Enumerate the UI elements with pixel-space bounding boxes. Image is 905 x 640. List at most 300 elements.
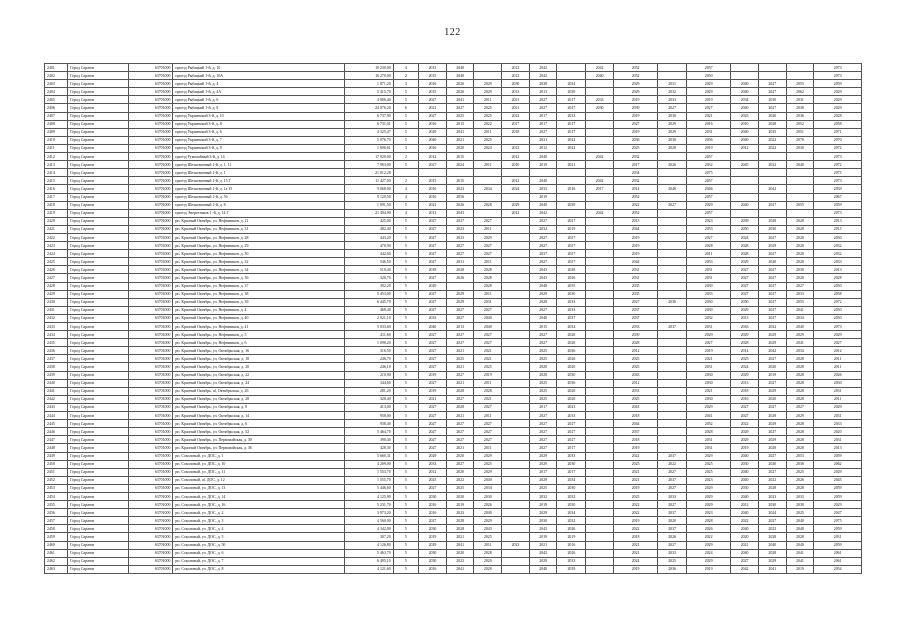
table-cell: 2 021,10 [344,314,393,322]
table-cell [586,420,614,428]
table-cell: 2034 [557,476,586,484]
table-cell: 2029 [758,331,786,339]
table-cell: 2027 [446,436,474,444]
table-cell: 2027 [731,290,759,298]
table-cell: 2027 [613,120,657,128]
table-cell: 2016 [419,565,447,573]
table-row [45,177,862,185]
table-cell: 2016 [557,185,586,193]
table-cell: 2039 [814,185,862,193]
table-cell: 2053 [687,225,731,233]
table-cell: Город Саратов [68,436,129,444]
table-cell: рп. Красный Октябрь, ул. Нефтяников, д. 6 [173,339,345,347]
table-cell: 2025 [613,144,657,152]
table-cell: 2036 [658,565,687,573]
table-cell: 2022 [557,144,586,152]
table-cell: 2430 [45,298,68,306]
table-cell: 2030 [474,492,502,500]
table-cell: 2460 [45,541,68,549]
table-cell: проезд Шелковичный 1-й, д. 1 [173,169,345,177]
table-cell [586,557,614,565]
table-cell [502,509,530,517]
table-cell: 2047 [814,509,862,517]
table-cell: 2017 [613,161,657,169]
table-cell: 2011 [474,412,502,420]
table-cell: 2037 [658,323,687,331]
table-cell: 2035 [613,290,657,298]
table-cell: 2029 [814,468,862,476]
table-cell: 63701000 [129,460,173,468]
table-cell: 2067 [814,193,862,201]
table-cell: 2029 [786,331,814,339]
table-cell: 2029 [814,331,862,339]
table-cell: 2027 [658,541,687,549]
table-cell: 2023 [502,541,530,549]
table-cell [502,347,530,355]
table-cell: рп. Соколовый, ул. ДОС, д. 8 [173,565,345,573]
table-cell [586,347,614,355]
table-cell: 2028 [786,355,814,363]
table-cell: 63701000 [129,128,173,136]
table-cell: 2040 [529,314,557,322]
table-cell [446,169,474,177]
table-cell: 63701000 [129,177,173,185]
table-cell: 411,60 [344,331,393,339]
table-cell: 2041 [446,128,474,136]
table-cell: 2028 [687,242,731,250]
table-cell [586,242,614,250]
table-cell: 2021 [446,347,474,355]
table-cell: 2036 [557,379,586,387]
table-cell: 2435 [45,339,68,347]
table-cell: 5 [393,363,418,371]
table-cell: 2027 [419,112,447,120]
table-cell [786,72,814,80]
table-cell: Город Саратов [68,64,129,72]
table-cell: 2027 [758,517,786,525]
table-cell [658,250,687,258]
table-cell: Город Саратов [68,460,129,468]
table-cell: 2021 [419,395,447,403]
table-cell [586,484,614,492]
table-cell: 2028 [687,428,731,436]
table-cell: 2447 [45,436,68,444]
table-cell: Город Саратов [68,120,129,128]
table-row [45,525,862,533]
table-cell: 2020 [758,460,786,468]
table-cell: 2027 [786,403,814,411]
table-cell: 2017 [557,444,586,452]
table-cell [586,403,614,411]
table-cell: 246,10 [344,363,393,371]
table-cell: 2415 [45,177,68,185]
table-cell: 2027 [529,436,557,444]
table-cell: 2427 [45,274,68,282]
table-cell: рп. Соколовый, ул. ДОС, д. 2 [173,509,345,517]
table-cell: 2075 [687,169,731,177]
table-cell: 2022 [474,120,502,128]
table-cell: 2030 [687,395,731,403]
table-cell [786,209,814,217]
table-cell: 2051 [786,128,814,136]
table-cell: 2025 [419,476,447,484]
table-cell: 2031 [687,444,731,452]
table-cell: 2048 [529,282,557,290]
table-cell: 2015 [419,88,447,96]
table-cell: 2031 [687,363,731,371]
table-cell: 2026 [446,201,474,209]
table-cell: 2027 [419,274,447,282]
table-cell: 2027 [529,331,557,339]
table-cell: рп. Красный Октябрь, ул. Нефтяников, д. 40 [173,314,345,322]
table-cell: 2059 [814,80,862,88]
table-cell: 2053 [687,258,731,266]
table-cell: 2020 [474,557,502,565]
table-row [45,371,862,379]
table-cell: 3 973,20 [344,509,393,517]
table-cell [502,501,530,509]
table-cell: 2017 [529,112,557,120]
table-cell [502,314,530,322]
table-cell: 63701000 [129,217,173,225]
table-cell: 2040 [731,452,759,460]
table-cell: 2027 [758,298,786,306]
table-cell: 5 [393,525,418,533]
table-cell: 2012 [419,153,447,161]
table-cell: 2028 [446,403,474,411]
table-cell: 246,70 [344,355,393,363]
table-cell [658,363,687,371]
table-cell: 2028 [557,331,586,339]
table-cell: 2019 [474,371,502,379]
table-cell: 5 [393,242,418,250]
table-cell: 2021 [687,355,731,363]
table-cell: 2029 [474,468,502,476]
table-cell: 2030 [658,136,687,144]
table-cell: 2027 [731,412,759,420]
table-cell [502,412,530,420]
table-cell: 2020 [758,363,786,371]
table-cell: 2041 [758,565,786,573]
table-cell: 2040 [474,314,502,322]
table-cell: 17 920,00 [344,153,393,161]
table-cell: 2027 [446,339,474,347]
table-cell: 5 [393,452,418,460]
table-cell: 2027 [758,428,786,436]
table-cell [474,209,502,217]
table-cell: 2029 [502,201,530,209]
table-cell: 2029 [758,339,786,347]
table-cell: 2017 [557,128,586,136]
table-cell: 2019 [613,112,657,120]
table-cell: 5 [393,233,418,241]
table-cell: 2028 [786,274,814,282]
table-cell: 63701000 [129,557,173,565]
table-cell: 2029 [613,80,657,88]
table-cell: 24 076,20 [344,104,393,112]
table-cell: рп. Красный Октябрь, ул. Октябрьская, д. 22 [173,371,345,379]
table-cell: 2029 [658,120,687,128]
table-cell: 442,60 [344,250,393,258]
table-cell: 328,40 [344,395,393,403]
table-cell: 2027 [529,420,557,428]
table-cell: 392,20 [344,282,393,290]
table-cell: 2409 [45,128,68,136]
table-cell: 2028 [786,379,814,387]
table-cell: 63701000 [129,144,173,152]
table-cell: 2040 [786,161,814,169]
table-row [45,64,862,72]
table-cell: 2028 [758,549,786,557]
table-cell: 9 120,50 [344,193,393,201]
table-cell: 2022 [758,476,786,484]
table-row [45,363,862,371]
table-cell: 2026 [474,501,502,509]
table-cell: 2025 [474,104,502,112]
table-cell: 2021 [613,541,657,549]
table-cell: 2019 [419,533,447,541]
table-cell [786,185,814,193]
table-cell: 2010 [731,120,759,128]
table-cell [502,395,530,403]
table-cell: 2013 [731,379,759,387]
table-cell: 2029 [529,290,557,298]
table-cell: 2027 [658,501,687,509]
table-cell: 63701000 [129,428,173,436]
table-cell: 2029 [529,452,557,460]
table-cell: 2039 [557,88,586,96]
table-cell [502,298,530,306]
table-cell: 2022 [758,136,786,144]
table-cell: 63701000 [129,306,173,314]
table-cell: 2032 [613,153,657,161]
table-cell: 2032 [613,177,657,185]
table-cell: 2021 [446,363,474,371]
table-cell: 2040 [419,323,447,331]
table-cell: 2027 [419,428,447,436]
table-cell [586,217,614,225]
table-cell: 2027 [658,468,687,476]
table-cell: 2029 [758,557,786,565]
table-cell: 2017 [529,468,557,476]
table-cell: 2028 [758,120,786,128]
table-cell [586,395,614,403]
table-cell: 2026 [658,161,687,169]
table-cell: 2448 [45,444,68,452]
table-row [45,452,862,460]
table-row [45,509,862,517]
table-cell: 2028 [557,339,586,347]
table-cell: 2029 [419,128,447,136]
table-cell: 5 [393,379,418,387]
table-cell: 2022 [613,452,657,460]
table-cell: 2457 [45,517,68,525]
table-cell [658,177,687,185]
table-row [45,290,862,298]
table-cell: 2449 [45,452,68,460]
table-cell: 510,40 [344,266,393,274]
table-cell: 63701000 [129,331,173,339]
table-cell: 5 [393,468,418,476]
table-cell: 63701000 [129,88,173,96]
table-cell: 5 [393,476,418,484]
table-cell: 2043 [446,209,474,217]
table-cell: 2025 [446,355,474,363]
table-cell: 2016 [419,185,447,193]
table-cell: 2011 [687,250,731,258]
table-cell: 5 660,31 [344,452,393,460]
table-cell: 2030 [557,290,586,298]
table-cell: 413,00 [344,403,393,411]
table-cell: рп. Красный Октябрь, ул. Нефтяников, д. 21 [173,217,345,225]
table-cell: 2027 [687,233,731,241]
table-cell: 2428 [45,282,68,290]
table-cell: 2403 [45,80,68,88]
table-cell: 5 [393,201,418,209]
table-cell: 2452 [45,476,68,484]
table-cell: 2027 [758,468,786,476]
table-cell: 2029 [419,452,447,460]
table-cell: 2024 [446,161,474,169]
table-cell: Город Саратов [68,468,129,476]
table-cell: 2026 [446,274,474,282]
table-row [45,96,862,104]
table-cell: 2023 [687,509,731,517]
table-cell: 468,40 [344,306,393,314]
table-cell [586,371,614,379]
table-cell: 2040 [731,468,759,476]
table-cell: 2028 [786,533,814,541]
table-cell: рп. Красный Октябрь, ул. Октябрьская, д. 18 [173,355,345,363]
table-cell: 63701000 [129,501,173,509]
table-cell: Город Саратов [68,112,129,120]
table-cell [586,258,614,266]
table-cell: 2027 [731,266,759,274]
table-cell: 2034 [557,80,586,88]
table-cell: рп. Красный Октябрь, ул. Октябрьская, д. 28 [173,395,345,403]
table-cell: 2011 [814,355,862,363]
table-cell [586,476,614,484]
table-cell: 2027 [529,258,557,266]
table-cell: Город Саратов [68,153,129,161]
table-row [45,420,862,428]
table-cell: 2055 [786,298,814,306]
table-cell: 2030 [419,492,447,500]
table-cell: 2024 [758,509,786,517]
table-cell: 2028 [474,274,502,282]
table-cell: 2025 [446,484,474,492]
table-cell: Город Саратов [68,290,129,298]
table-cell [658,258,687,266]
table-cell: 2054 [814,565,862,573]
table-cell: 2417 [45,193,68,201]
table-cell: рп. Соколовый, ул. ДОС, д. 10 [173,460,345,468]
table-cell: рп. Соколовый, ul. ДОС, д. 12 [173,476,345,484]
table-cell: 2028 [731,339,759,347]
table-cell: 2025 [613,363,657,371]
table-cell: 2040 [758,541,786,549]
table-cell: 2032 [687,314,731,322]
table-cell: 2057 [687,153,731,161]
table-cell: 2029 [731,371,759,379]
table-cell: 2028 [786,420,814,428]
table-cell: 63701000 [129,104,173,112]
table-cell: 2062 [786,88,814,96]
table-cell: 2025 [474,363,502,371]
table-cell: 2013 [814,217,862,225]
table-cell: 2027 [731,403,759,411]
table-cell [586,201,614,209]
table-cell: 2010 [502,161,530,169]
table-cell: 2020 [446,144,474,152]
table-cell: 2024 [687,549,731,557]
table-cell [502,517,530,525]
table-cell: 2413 [45,161,68,169]
table-cell: 2040 [529,153,557,161]
table-cell: 2030 [758,501,786,509]
table-cell [658,436,687,444]
table-cell: 2028 [814,274,862,282]
table-cell: 2019 [687,96,731,104]
table-cell: 2027 [758,274,786,282]
table-cell: 5 [393,250,418,258]
table-cell: 2013 [529,88,557,96]
table-cell [586,509,614,517]
table-cell: Город Саратов [68,225,129,233]
table-cell: 2062 [814,460,862,468]
table-cell: 11 427,00 [344,177,393,185]
table-cell [731,153,759,161]
table-cell: 2028 [731,250,759,258]
table-cell [658,274,687,282]
table-cell: 2021 [557,161,586,169]
table-cell: 2052 [613,193,657,201]
table-cell: 2012 [419,468,447,476]
table-cell: 10 230,00 [344,64,393,72]
table-cell: 470,90 [344,242,393,250]
table-cell: 4 806,40 [344,96,393,104]
table-cell: 2052 [687,420,731,428]
table-cell: 2026 [758,112,786,120]
table-cell: Город Саратов [68,96,129,104]
table-cell: 2027 [446,460,474,468]
table-cell: Город Саратов [68,193,129,201]
table-cell: 2059 [814,201,862,209]
table-cell: 2037 [658,476,687,484]
table-cell: 63701000 [129,225,173,233]
table-cell [502,476,530,484]
table-cell: 2057 [687,64,731,72]
table-cell: 63701000 [129,209,173,217]
table-cell: 5 [393,541,418,549]
table-cell: 3 [393,144,418,152]
table-cell: 2030 [557,371,586,379]
table-cell: Город Саратов [68,314,129,322]
table-cell: 2016 [419,144,447,152]
table-cell: Город Саратов [68,323,129,331]
table-cell: 2021 [446,412,474,420]
table-cell [731,169,759,177]
table-cell: 2027 [529,444,557,452]
table-cell: 2408 [45,120,68,128]
table-cell [586,80,614,88]
table-cell: 2013 [446,323,474,331]
table-cell [446,282,474,290]
table-cell: Город Саратов [68,403,129,411]
table-cell: 2029 [687,80,731,88]
table-cell: 2059 [814,525,862,533]
table-cell: 2023 [557,403,586,411]
